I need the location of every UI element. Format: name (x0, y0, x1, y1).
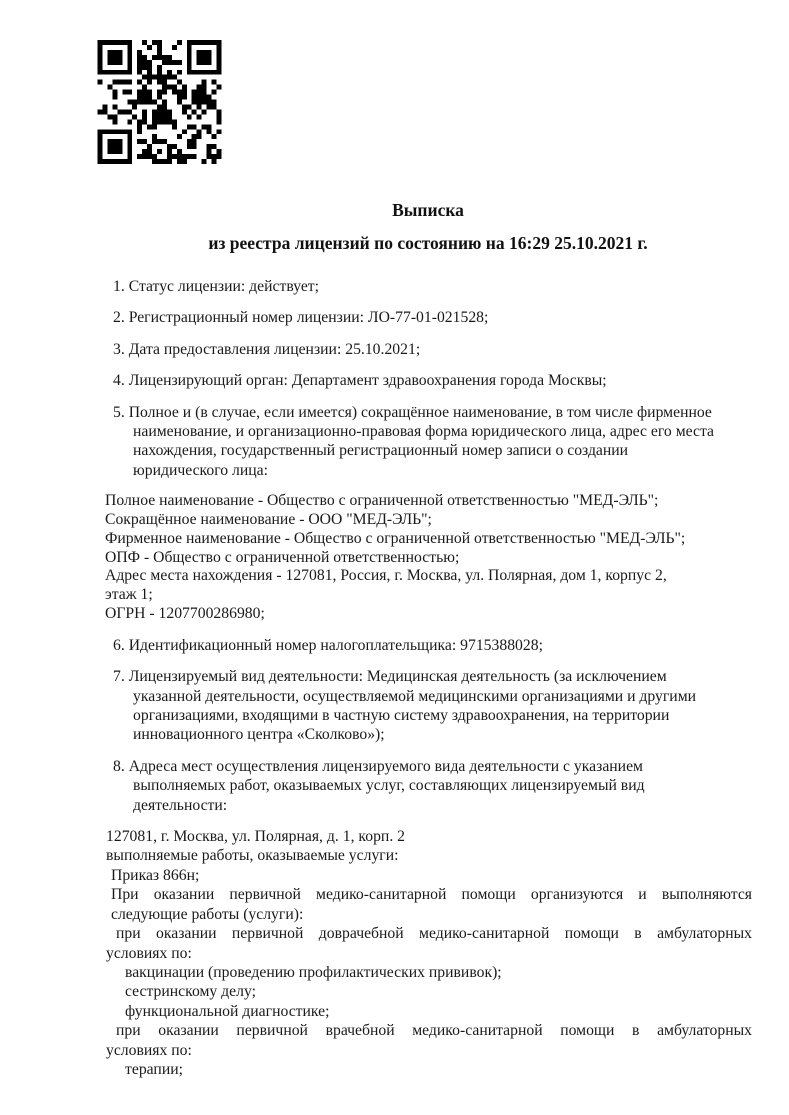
item-grant-date (104, 340, 752, 359)
text-line: следующие работы (услуги): (111, 905, 304, 923)
text-line: условиях по: (106, 944, 192, 962)
text-line: ОПФ - Общество с ограниченной ответственностью; (105, 548, 460, 566)
text-line: 127081, г. Москва, ул. Полярная, д. 1, корп. 2 (106, 828, 406, 846)
text-line: вакцинации (проведению профилактических прививок); (125, 963, 502, 981)
item-activity-addresses-heading (104, 757, 752, 815)
work-services (104, 827, 752, 1079)
text-line: выполняемых работ, оказываемых услуг, составляющих лицензируемый вид (133, 777, 645, 795)
text-line: Фирменное наименование - Общество с ограниченной ответственностью "МЕД-ЭЛЬ"; (105, 529, 686, 547)
text-line: 6. Идентификационный номер налогоплательщика: 9715388028; (113, 636, 543, 654)
item-licensing-authority (104, 371, 752, 390)
text-line: Полное наименование - Общество с ограниченной ответственностью "МЕД-ЭЛЬ"; (105, 492, 659, 510)
text-line: инновационного центра «Сколково»); (133, 726, 385, 744)
text-line: Приказ 866н; (111, 866, 200, 884)
text-line: 7. Лицензируемый вид деятельности: Медицинская деятельность (за исключением (113, 668, 667, 686)
text-line: указанной деятельности, осуществляемой медицинскими организациями и другими (133, 687, 697, 705)
text-line: сестринскому делу; (125, 983, 256, 1001)
text-line: ОГРН - 1207700286980; (105, 605, 265, 623)
text-line: 2. Регистрационный номер лицензии: ЛО-77-01-021528; (113, 309, 489, 327)
text-line: этаж 1; (105, 586, 153, 604)
document-content (104, 0, 752, 1091)
text-line: функциональной диагностике; (125, 1002, 330, 1020)
text-line: при оказании первичной доврачебной медико-санитарной помощи в амбулаторных (116, 925, 752, 943)
text-line: При оказании первичной медико-санитарной помощи организуются и выполняются (111, 886, 752, 904)
text-line: 8. Адреса мест осуществления лицензируемого вида деятельности с указанием (113, 757, 643, 775)
text-line: терапии; (125, 1060, 183, 1078)
document-title: Выписка (392, 200, 464, 220)
document-body (104, 277, 752, 1079)
text-line: 1. Статус лицензии: действует; (113, 278, 320, 295)
text-line: 5. Полное и (в случае, если имеется) сокращённое наименование, в том числе фирменное (113, 403, 712, 421)
text-line: условиях по: (106, 1041, 192, 1059)
item-activity-type (104, 667, 752, 745)
text-line: деятельности: (133, 796, 228, 814)
text-line: юридического лица: (133, 461, 268, 479)
item-org-names-heading (104, 403, 752, 481)
text-line: 4. Лицензирующий орган: Департамент здравоохранения города Москвы; (113, 372, 607, 390)
item-license-status (104, 277, 752, 296)
text-line: 3. Дата предоставления лицензии: 25.10.2021; (113, 340, 421, 358)
text-line: Адрес места нахождения - 127081, Россия, г. Москва, ул. Полярная, дом 1, корпус 2, (105, 567, 667, 585)
text-line: выполняемые работы, оказываемые услуги: (106, 847, 399, 865)
document-subtitle: из реестра лицензий по состоянию на 16:29 25.10.2021 г. (208, 233, 648, 253)
text-line: наименование, и организационно-правовая форма юридического лица, адрес его места (133, 423, 714, 441)
item-inn (104, 636, 752, 655)
item-registration-number (104, 308, 752, 327)
text-line: Сокращённое наименование - ООО "МЕД-ЭЛЬ"; (105, 511, 432, 529)
org-details (104, 492, 752, 624)
text-line: при оказании первичной врачебной медико-санитарной помощи в амбулаторных (116, 1022, 752, 1040)
text-line: нахождения, государственный регистрационный номер записи о создании (133, 442, 629, 460)
text-line: организациями, входящими в частную систему здравоохранения, на территории (133, 707, 670, 725)
